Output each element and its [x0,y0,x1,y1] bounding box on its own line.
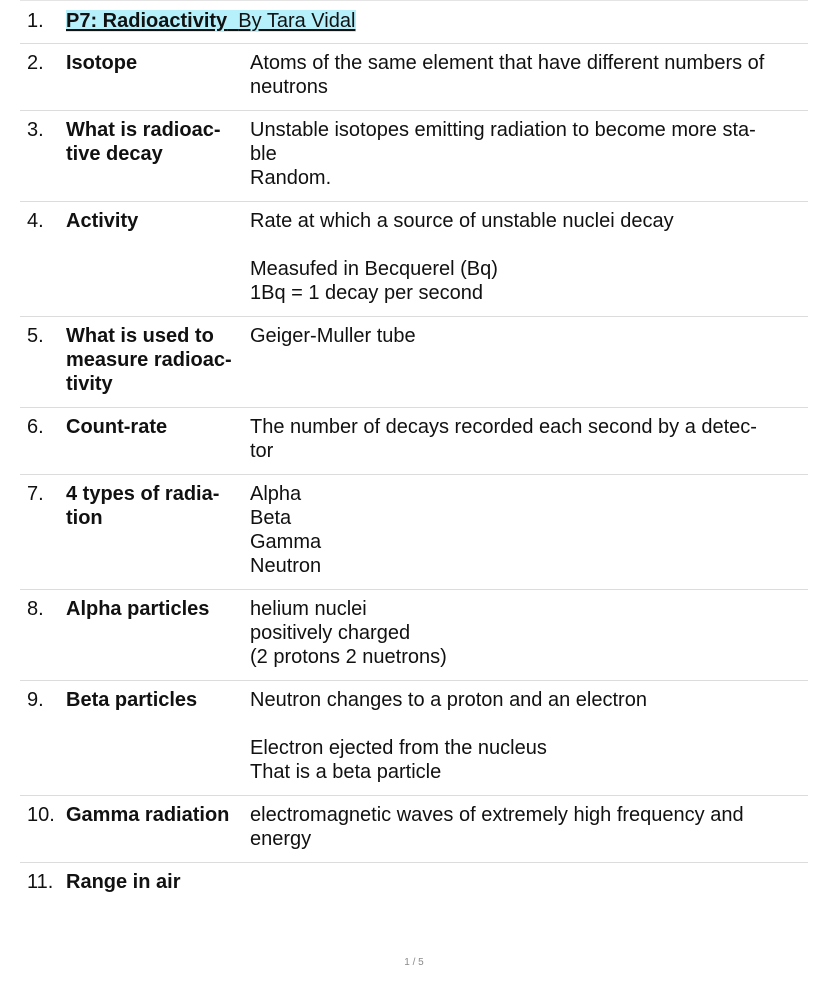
definition-line: Beta [250,507,292,529]
card-term [66,415,250,463]
card-row [20,44,808,111]
row-number: 1. [27,10,44,32]
term-line: measure radioac- [66,349,232,371]
definition-line: electromagnetic waves of extremely high frequency and [250,804,744,826]
definition-line: Atoms of the same element that have different numbers of [250,52,765,74]
card-row [20,111,808,202]
card-definition [250,597,808,669]
row-number: 10. [27,804,55,826]
card-row [20,863,808,905]
card-row [20,475,808,590]
card-term [66,597,250,669]
definition-line: That is a beta particle [250,761,442,783]
card-row [20,681,808,796]
card-definition [250,415,808,463]
title-block [66,9,356,33]
row-number: 11. [27,871,54,893]
card-definition [250,209,808,305]
term-line: tivity [66,373,113,395]
term-line: What is used to [66,325,214,347]
definition-line: Unstable isotopes emitting radiation to become more sta- [250,119,756,141]
definition-line: ble [250,143,277,165]
term-line: 4 types of radia- [66,483,220,505]
card-definition [250,803,808,851]
row-number: 5. [27,325,44,347]
term-line: Isotope [66,52,138,74]
card-term [66,118,250,190]
card-term [66,870,250,894]
row-number: 2. [27,52,44,74]
definition-line: Neutron [250,555,322,577]
term-line: Activity [66,210,139,232]
definition-line: neutrons [250,76,328,98]
definition-line: Alpha [250,483,302,505]
card-term [66,803,250,851]
card-term [66,688,250,784]
card-row [20,796,808,863]
row-number: 8. [27,598,44,620]
definition-line: Neutron changes to a proton and an electron [250,689,647,711]
definition-line: 1Bq = 1 decay per second [250,282,483,304]
card-definition [250,870,808,894]
card-definition [250,51,808,99]
row-number: 6. [27,416,44,438]
definition-line: helium nuclei [250,598,367,620]
definition-line: energy [250,828,312,850]
set-author: By Tara Vidal [238,10,356,32]
set-title: P7: Radioactivity [66,10,228,32]
term-line: What is radioac- [66,119,221,141]
definition-line: Geiger-Muller tube [250,325,416,347]
card-row [20,317,808,408]
card-term [66,51,250,99]
row-number: 4. [27,210,44,232]
definition-line: Random. [250,167,332,189]
title-highlight[interactable] [66,10,356,32]
card-definition [250,688,808,784]
row-number: 7. [27,483,44,505]
definition-line [250,233,808,257]
definition-line: Gamma [250,531,322,553]
definition-line: tor [250,440,274,462]
definition-line: The number of decays recorded each second by a detec- [250,416,757,438]
row-number: 9. [27,689,44,711]
term-line: Beta particles [66,689,198,711]
row-number: 3. [27,119,44,141]
card-definition [250,324,808,396]
card-row [20,408,808,475]
card-term [66,482,250,578]
definition-line [250,712,808,736]
term-line: Alpha particles [66,598,210,620]
card-row [20,590,808,681]
title-row [20,0,808,44]
definition-line: Measufed in Becquerel (Bq) [250,258,498,280]
definition-line: Electron ejected from the nucleus [250,737,547,759]
term-line: tion [66,507,103,529]
card-definition [250,118,808,190]
term-line: Range in air [66,871,181,893]
card-term [66,209,250,305]
page-indicator: 1 / 5 [404,957,424,968]
term-line: Count-rate [66,416,168,438]
definition-line: positively charged [250,622,411,644]
term-line: Gamma radiation [66,804,230,826]
card-definition [250,482,808,578]
card-term [66,324,250,396]
flashcard-sheet [20,0,808,905]
card-row [20,202,808,317]
definition-line: Rate at which a source of unstable nuclei decay [250,210,674,232]
card-list [20,44,808,905]
term-line: tive decay [66,143,163,165]
definition-line: (2 protons 2 nuetrons) [250,646,447,668]
